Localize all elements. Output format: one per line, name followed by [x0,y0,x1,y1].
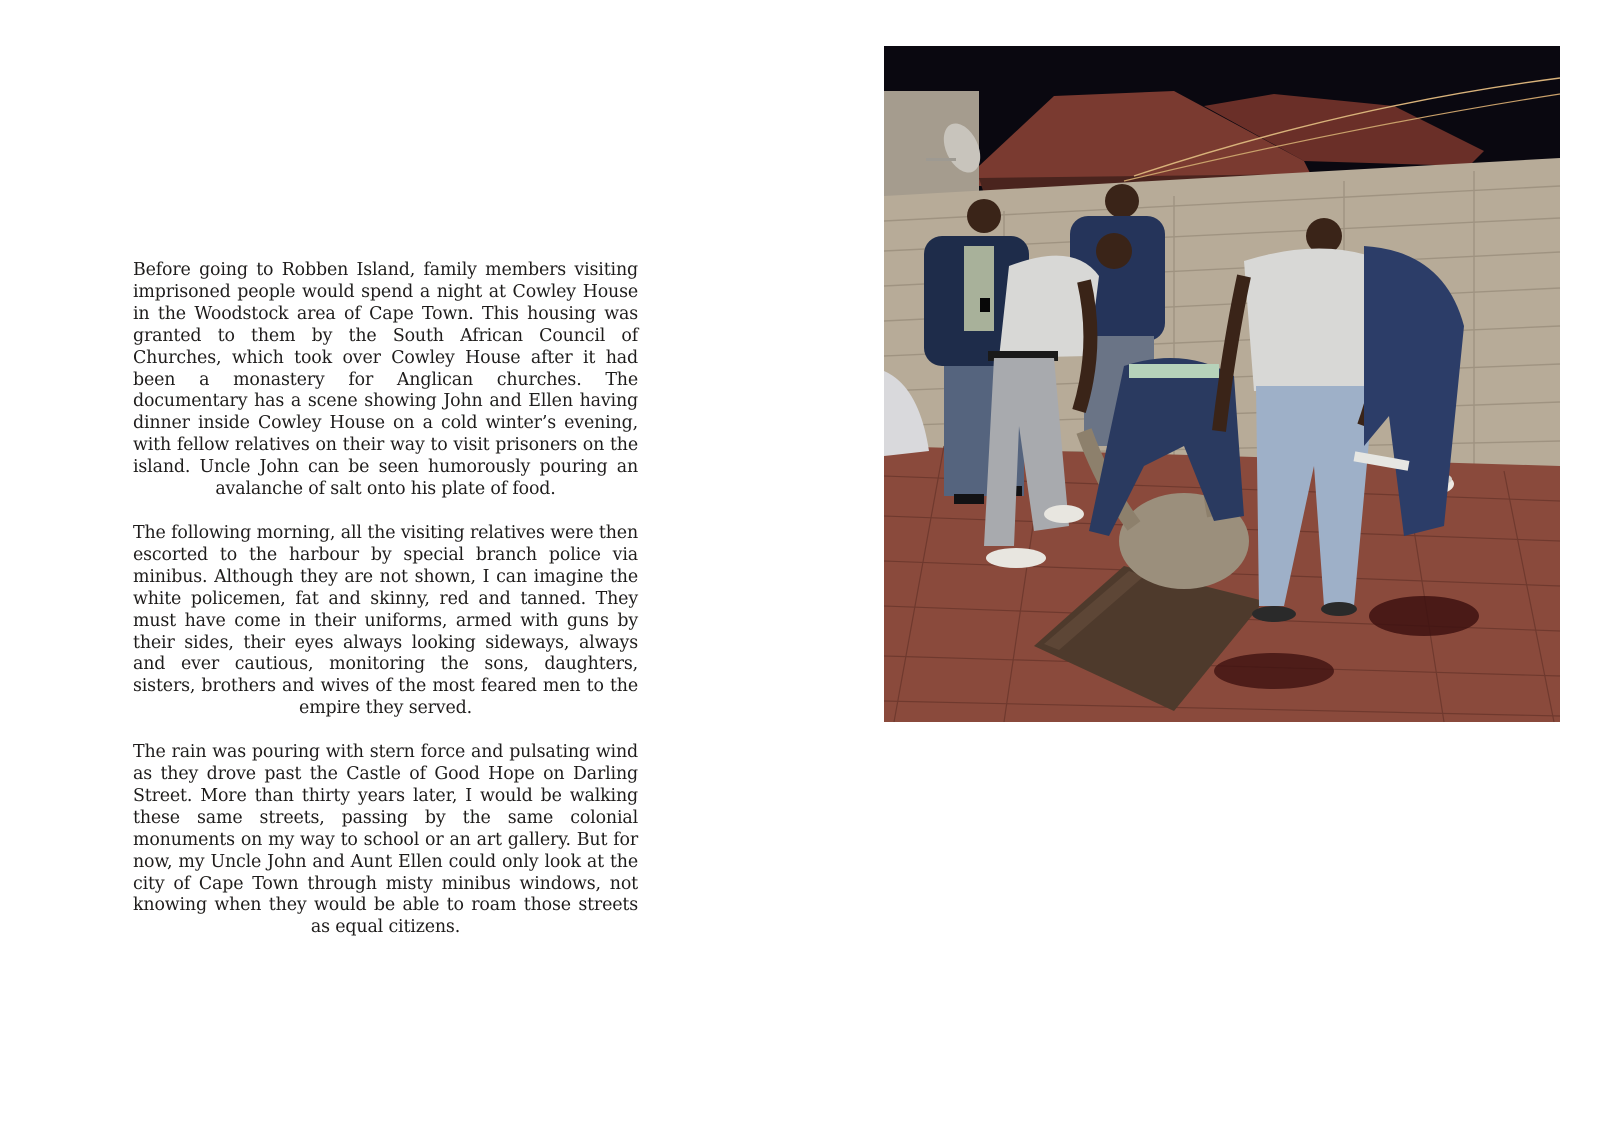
text-column [133,260,638,961]
blood-stain [1369,596,1479,636]
paragraph-cowley-house: Before going to Robben Island, family members visiting imprisoned people would spend a night at Cowley House in the Woodstock area of Cape Town. This housing was granted to them by the South African Council of Churches, which took over Cowley House after it had been a monastery for Anglican churches. The documentary has a scene showing John and Ellen having dinner inside Cowley House on a cold winter’s evening, with fellow relatives on their way to visit prisoners on the island. Uncle John can be seen humorously pouring an avalanche of salt onto his plate of food. [133,260,638,500]
paragraph-rain-drive: The rain was pouring with stern force and pulsating wind as they drove past the Castle of Good Hope on Darling Street. More than thirty years later, I would be walking these same streets, passing by the same colonial monuments on my way to school or an art gallery. But for now, my Uncle John and Aunt Ellen could only look at the city of Cape Town through misty minibus windows, not knowing when they would be able to roam those streets as equal citizens. [133,742,638,938]
photograph-night-courtyard [884,46,1560,722]
paragraph-harbour-escort: The following morning, all the visiting relatives were then escorted to the harbour by special branch police via minibus. Although they are not shown, I can imagine the white policemen, fat and skinny, red and tanned. They must have come in their uniforms, armed with guns by their sides, their eyes always looking sideways, always and ever cautious, monitoring the sons, daughters, sisters, brothers and wives of the most feared men to the empire they served. [133,522,638,719]
photograph-illustration [884,46,1560,722]
